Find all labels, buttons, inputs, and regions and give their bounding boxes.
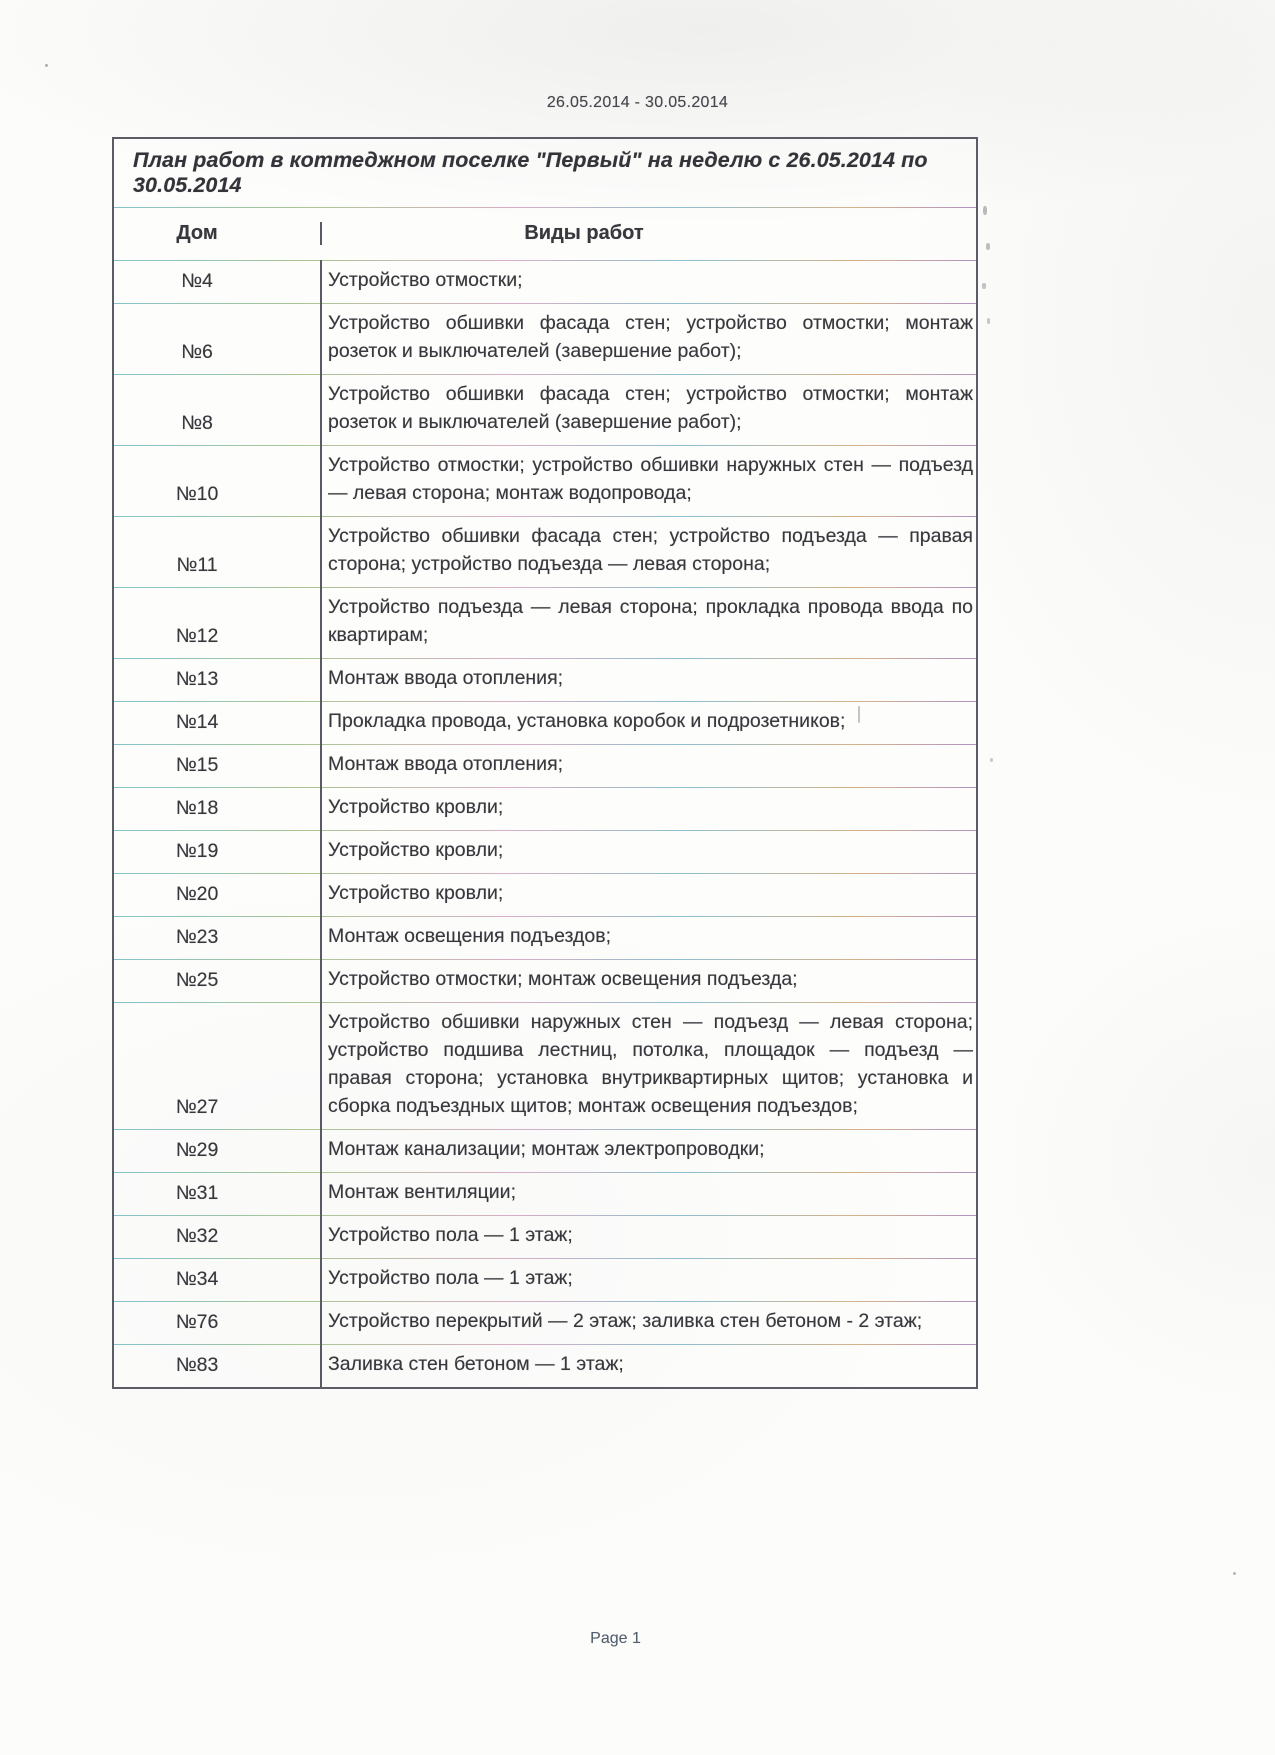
column-header-house: Дом (114, 222, 322, 245)
table-row (114, 1301, 976, 1344)
works-text: Устройство перекрытий — 2 этаж; заливка стен бетоном - 2 этаж; (328, 1310, 923, 1332)
table-row (114, 701, 976, 744)
table-row (114, 873, 976, 916)
works-text: Устройство обшивки фасада стен; устройство отмостки; монтаж розеток и выключателей (завершение работ); (328, 312, 973, 362)
works-text: Устройство обшивки фасада стен; устройство подъезда — правая сторона; устройство подъезда — левая сторона; (328, 525, 973, 575)
house-number: №8 (114, 374, 322, 445)
table-row (114, 916, 976, 959)
table-row (114, 787, 976, 830)
scan-speck (45, 64, 48, 67)
table-row (114, 1344, 976, 1387)
house-number: №34 (114, 1258, 322, 1301)
table-row (114, 1215, 976, 1258)
table-title-row (114, 139, 976, 207)
house-number: №11 (114, 516, 322, 587)
scan-speck (983, 206, 987, 215)
works-text: Монтаж освещения подъездов; (328, 925, 612, 947)
works-text: Монтаж ввода отопления; (328, 667, 564, 689)
works-text: Устройство отмостки; устройство обшивки наружных стен — подъезд — левая сторона; монтаж водопровода; (328, 454, 973, 504)
works-text: Устройство отмостки; (328, 269, 523, 291)
table-header-row (114, 207, 976, 260)
scan-speck (1233, 1572, 1236, 1575)
works-text: Монтаж вентиляции; (328, 1181, 516, 1203)
house-number: №31 (114, 1172, 322, 1215)
scan-speck (986, 243, 990, 250)
works-text: Устройство отмостки; монтаж освещения подъезда; (328, 968, 798, 990)
works-text: Устройство кровли; (328, 882, 504, 904)
scan-speck (987, 318, 990, 324)
house-number: №76 (114, 1301, 322, 1344)
house-number: №14 (114, 701, 322, 744)
house-number: №29 (114, 1129, 322, 1172)
works-text: Заливка стен бетоном — 1 этаж; (328, 1353, 624, 1375)
house-number: №13 (114, 658, 322, 701)
table-row (114, 587, 976, 658)
works-text: Монтаж канализации; монтаж электропроводки; (328, 1138, 765, 1160)
page-number-footer: Page 1 (590, 1630, 641, 1647)
works-text: Прокладка провода, установка коробок и подрозетников; (328, 710, 846, 732)
works-text: Устройство кровли; (328, 796, 504, 818)
house-number: №12 (114, 587, 322, 658)
house-number: №6 (114, 303, 322, 374)
works-text: Устройство пола — 1 этаж; (328, 1267, 573, 1289)
table-row (114, 1129, 976, 1172)
column-header-works: Виды работ (524, 222, 644, 244)
house-number: №20 (114, 873, 322, 916)
works-text: Устройство обшивки фасада стен; устройство отмостки; монтаж розеток и выключателей (завершение работ); (328, 383, 973, 433)
house-number: №83 (114, 1344, 322, 1387)
works-text: Монтаж ввода отопления; (328, 753, 564, 775)
works-text: Устройство пола — 1 этаж; (328, 1224, 573, 1246)
header-date-range: 26.05.2014 - 30.05.2014 (546, 94, 729, 111)
work-plan-table (112, 137, 978, 1389)
table-row (114, 260, 976, 303)
works-text: Устройство кровли; (328, 839, 504, 861)
works-text: Устройство подъезда — левая сторона; прокладка провода ввода по квартирам; (328, 596, 973, 646)
house-number: №27 (114, 1002, 322, 1129)
house-number: №19 (114, 830, 322, 873)
house-number: №25 (114, 959, 322, 1002)
table-row (114, 374, 976, 445)
house-number: №23 (114, 916, 322, 959)
table-row (114, 303, 976, 374)
house-number: №32 (114, 1215, 322, 1258)
table-body (114, 260, 976, 1387)
house-number: №18 (114, 787, 322, 830)
table-row (114, 1002, 976, 1129)
table-row (114, 959, 976, 1002)
scan-speck (990, 758, 993, 762)
table-row (114, 1172, 976, 1215)
house-number: №10 (114, 445, 322, 516)
table-row (114, 744, 976, 787)
table-title: План работ в коттеджном поселке "Первый" на неделю с 26.05.2014 по 30.05.2014 (133, 148, 928, 197)
scan-speck (982, 283, 986, 289)
table-row (114, 516, 976, 587)
scan-speck (858, 706, 860, 723)
table-row (114, 1258, 976, 1301)
table-row (114, 445, 976, 516)
table-row (114, 830, 976, 873)
table-row (114, 658, 976, 701)
house-number: №4 (114, 260, 322, 303)
house-number: №15 (114, 744, 322, 787)
works-text: Устройство обшивки наружных стен — подъезд — левая сторона; устройство подшива лестниц, потолка, площадок — подъезд — правая сторона; установка внутриквартирных щитов; установка и сборка подъездных щитов; монтаж освещения подъездов; (328, 1011, 973, 1117)
